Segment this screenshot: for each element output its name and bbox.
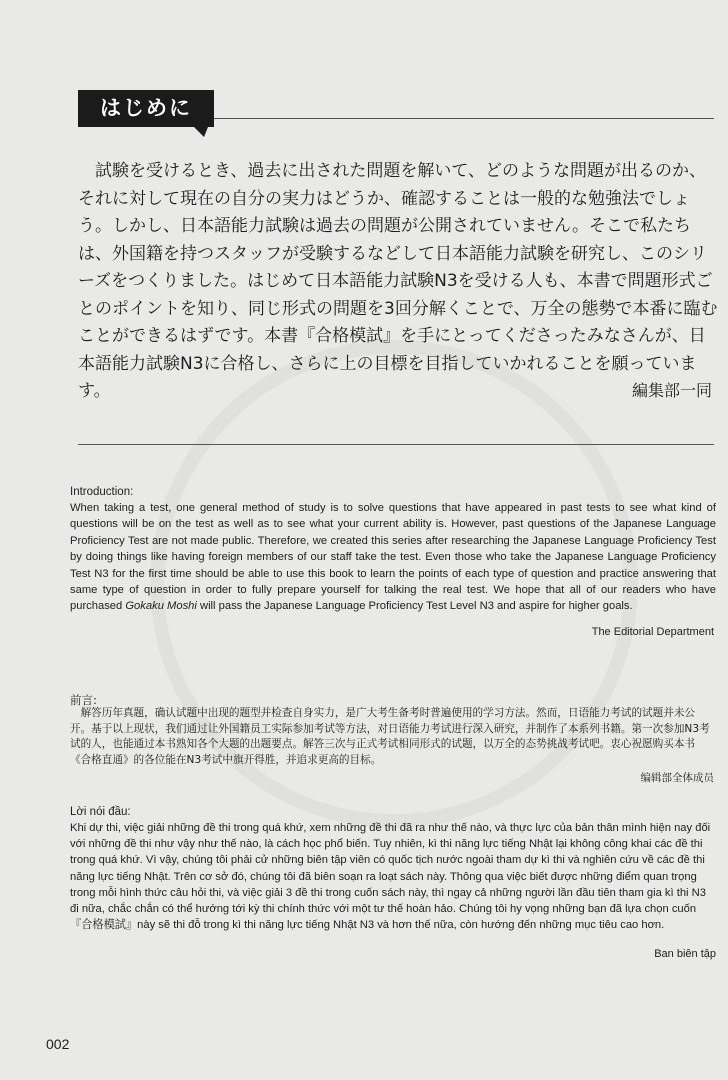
section-divider bbox=[78, 444, 714, 445]
english-text-part1: When taking a test, one general method of study is to solve questions that have appeared in past tests to see what kind of questions will be on the test as well as to see what your current ability is. However, past questions of the Japanese Language Proficiency Test are not made public. Therefore, we created this series after researching the Japanese Language Proficiency Test by doing things like having foreign members of our staff take the test. Even those who take the Japanese Language Proficiency Test N3 for the first time should be able to use this book to learn the points of each type of question and practice answering that same type of question in order to fully prepare yourself for talking the real test. We hope that all of our readers who have purchased bbox=[70, 502, 716, 613]
vietnamese-title: Lời nói đầu: bbox=[70, 806, 131, 818]
english-text-part2: will pass the Japanese Language Proficiency Test Level N3 and aspire for higher goals. bbox=[196, 600, 633, 613]
english-signature: The Editorial Department bbox=[591, 626, 714, 638]
chinese-intro-text: 解答历年真题，确认试题中出现的题型并检查自身实力，是广大考生备考时普遍使用的学习方法。然而，日语能力考试的试题并未公开。基于以上现状，我们通过让外国籍员工实际参加考试等方法，对日语能力考试进行深入研究，并制作了本系列书籍。第一次参加N3考试的人，也能通过本书熟知各个大题的出题要点。解答三次与正式考试相同形式的试题，以万全的态势挑战考试吧。衷心祝愿购买本书《合格直通》的各位能在N3考试中旗开得胜，并追求更高的目标。 bbox=[70, 707, 710, 766]
section-title: はじめに bbox=[78, 90, 214, 127]
vietnamese-signature: Ban biên tập bbox=[654, 948, 716, 960]
japanese-intro-text: 試験を受けるとき、過去に出された問題を解いて、どのような問題が出るのか、それに対して現在の自分の実力はどうか、確認することは一般的な勉強法でしょう。しかし、日本語能力試験は過去の問題が公開されていません。そこで私たちは、外国籍を持つスタッフが受験するなどして日本語能力試験を研究し、このシリーズをつくりました。はじめて日本語能力試験N3を受ける人も、本書で問題形式ごとのポイントを知り、同じ形式の問題を3回分解くことで、万全の態勢で本番に臨むことができるはずです。本書『合格模試』を手にとってくださったみなさんが、日本語能力試験N3に合格し、さらに上の目標を目指していかれることを願っています。 bbox=[78, 161, 718, 401]
english-intro-text bbox=[70, 500, 716, 615]
english-book-title: Gokaku Moshi bbox=[125, 600, 197, 613]
chinese-signature: 编辑部全体成员 bbox=[640, 772, 714, 784]
header-divider bbox=[214, 118, 714, 119]
page-number: 002 bbox=[46, 1036, 70, 1052]
vietnamese-intro-text: Khi dự thi, việc giải những đề thi trong quá khứ, xem những đề thi đã ra như thế nào, và thực lực của bản thân mình hiện nay đối với những đề thi như vậy như thế nào, là cách học phổ biến. Tuy nhiên, kì thi năng lực tiếng Nhật lại không công khai các đề thi trong quá khứ. Vì vậy, chúng tôi phải cử những biên tập viên có quốc tịch nước ngoài tham dự kì thi và nghiên cứu về các đề thi năng lực tiếng Nhật. Trên cơ sở đó, chúng tôi đã biên soạn ra loạt sách này. Thông qua việc biết được những điểm quan trọng trong mỗi hình thức câu hỏi thi, và việc giải 3 đề thi trong cuốn sách này, thì ngay cả những người lần đầu tiên tham gia kì thi N3 đi nữa, chắc chắn có thể hướng tới kỳ thi chính thức với một tư thế hoàn hảo. Chúng tôi hy vọng những bạn đã lựa chọn cuốn『合格模試』này sẽ thi đỗ trong kì thi năng lực tiếng Nhật N3 và hơn thế nữa, còn hướng đến những mục tiêu cao hơn. bbox=[70, 822, 711, 932]
english-title: Introduction: bbox=[70, 486, 134, 498]
chinese-title: 前言: bbox=[70, 693, 97, 707]
japanese-signature: 編集部一同 bbox=[631, 381, 712, 400]
